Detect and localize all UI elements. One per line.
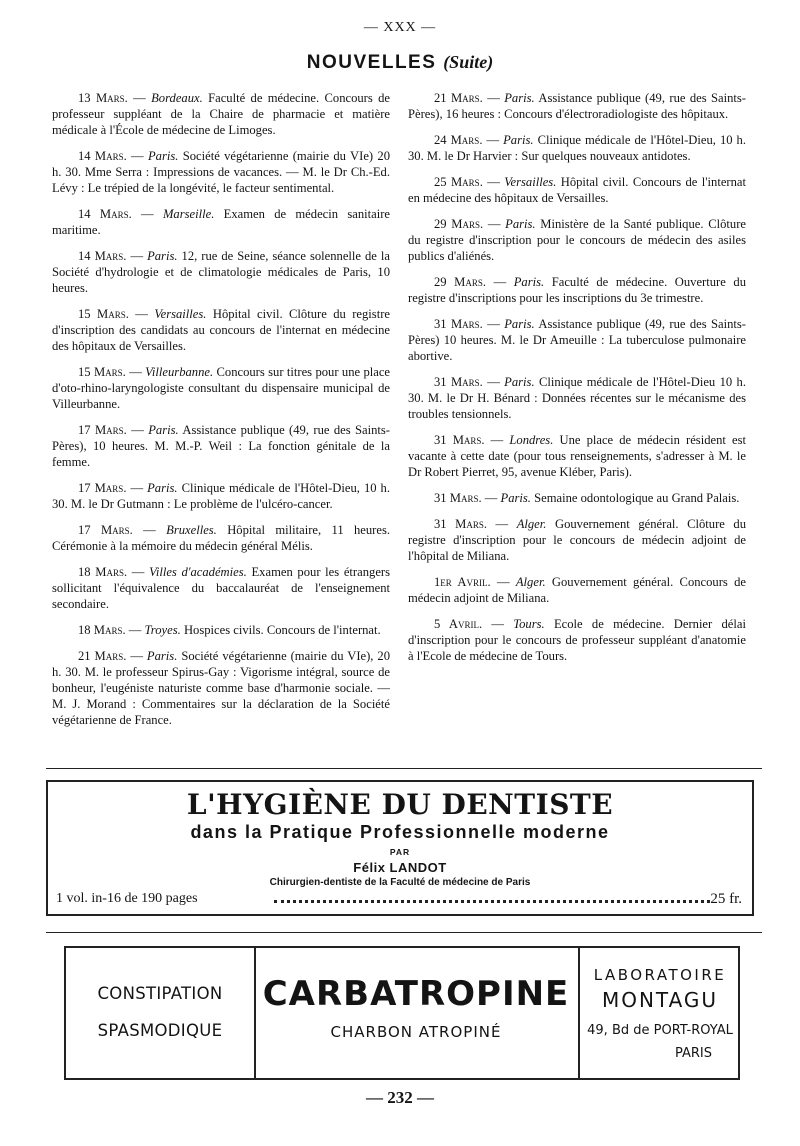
news-text: Faculté de médecine. Ouverture du registre d'inscriptions pour les inscriptions du 3e trimestre. bbox=[408, 275, 746, 305]
news-item: 17 Mars. — Paris. Clinique médicale de l'Hôtel-Dieu, 10 h. 30. M. le Dr Gutmann : Le problème de l'ulcéro-cancer. bbox=[52, 481, 390, 511]
news-text: Société végétarienne (mairie du VIe) 20 h. 30. Mme Serra : Impressions de vacances. — M. le Dr Ch.-Ed. Lévy : Le trépied de la longévité, le facteur sentimental. bbox=[52, 149, 391, 195]
news-city: Paris. bbox=[148, 423, 179, 437]
news-city: Marseille. bbox=[162, 207, 215, 221]
news-city: Paris. bbox=[147, 149, 179, 163]
news-city: Villeurbanne. bbox=[145, 365, 214, 379]
news-text: Clinique médicale de l'Hôtel-Dieu, 10 h. 30. M. le Dr Harvier : Sur quelques nouveaux antidotes. bbox=[408, 133, 746, 163]
book-affiliation: Chirurgien-dentiste de la Faculté de médecine de Paris bbox=[269, 877, 531, 888]
news-text: Assistance publique (49, rue des Saints-Pères), 16 heures : Concours d'électroradiologiste des hôpitaux. bbox=[408, 91, 746, 121]
news-date: 17 Mars. bbox=[78, 423, 127, 437]
lab-name-line-1: LABORATOIRE bbox=[593, 966, 727, 984]
news-item: 24 Mars. — Paris. Clinique médicale de l'Hôtel-Dieu, 10 h. 30. M. le Dr Harvier : Sur quelques nouveaux antidotes. bbox=[408, 133, 746, 163]
news-item: 29 Mars. — Paris. Faculté de médecine. Ouverture du registre d'inscriptions pour les inscriptions du 3e trimestre. bbox=[408, 275, 746, 305]
book-volume: 1 vol. in-16 de 190 pages bbox=[56, 891, 198, 906]
news-date: 21 Mars. bbox=[78, 649, 127, 663]
drug-brand: CARBATROPINE bbox=[262, 974, 570, 1014]
section-title-suite: (Suite) bbox=[443, 52, 494, 72]
news-city: Paris. bbox=[503, 133, 534, 147]
news-item: 25 Mars. — Versailles. Hôpital civil. Concours de l'internat en médecine des hôpitaux de Versailles. bbox=[408, 175, 746, 205]
news-text: Assistance publique (49, rue des Saints-Pères) 10 heures. M. le Dr Ameuille : La tuberculose pulmonaire abortive. bbox=[408, 317, 746, 363]
divider-rule bbox=[46, 932, 762, 933]
news-city: Tours. bbox=[513, 617, 545, 631]
news-date: 15 Mars. bbox=[78, 307, 129, 321]
news-city: Versailles. bbox=[154, 307, 207, 321]
news-city: Versailles. bbox=[504, 175, 557, 189]
indication-line-1: CONSTIPATION bbox=[97, 984, 223, 1003]
news-item: 14 Mars. — Paris. Société végétarienne (mairie du VIe) 20 h. 30. Mme Serra : Impressions de vacances. — M. le Dr Ch.-Ed. Lévy : Le trépied de la longévité, le facteur sentimental. bbox=[52, 149, 391, 195]
news-city: Paris. bbox=[147, 249, 178, 263]
news-item: 13 Mars. — Bordeaux. Faculté de médecine. Concours de professeur suppléant de la Chaire de pharmacie et matière médicale à l'École de médecine de Limoges. bbox=[52, 91, 391, 137]
news-city: Bruxelles. bbox=[166, 523, 217, 537]
news-date: 21 Mars. bbox=[434, 91, 483, 105]
book-par: PAR bbox=[389, 847, 411, 857]
news-city: Paris. bbox=[504, 317, 535, 331]
news-city: Londres. bbox=[509, 433, 554, 447]
news-text: 12, rue de Seine, séance solennelle de la Société d'hydrologie et de climatologie médicales de Paris, 10 heures. bbox=[52, 249, 390, 295]
news-item: 17 Mars. — Paris. Assistance publique (49, rue des Saints-Pères), 10 heures. M. M.-P. Weil : La fonction génitale de la femme. bbox=[52, 423, 390, 469]
news-item: 29 Mars. — Paris. Ministère de la Santé publique. Clôture du registre d'inscription pour le concours de médecin des asiles publics d'aliénés. bbox=[408, 217, 746, 263]
news-item: 15 Mars. — Villeurbanne. Concours sur titres pour une place d'oto-rhino-laryngologiste consultant du dispensaire municipal de Villeurbanne. bbox=[52, 365, 391, 411]
news-text: Examen pour les étrangers sollicitant l'équivalence du baccalauréat de l'enseignement secondaire. bbox=[52, 565, 390, 611]
news-text: Faculté de médecine. Concours de professeur suppléant de la Chaire de pharmacie et matière médicale à l'École de médecine de Limoges. bbox=[52, 91, 391, 137]
news-text: Clinique médicale de l'Hôtel-Dieu, 10 h. 30. M. le Dr Gutmann : Le problème de l'ulcéro-cancer. bbox=[52, 481, 390, 511]
news-date: 31 Mars. bbox=[434, 491, 482, 505]
news-item: 31 Mars. — Paris. Assistance publique (49, rue des Saints-Pères) 10 heures. M. le Dr Ameuille : La tuberculose pulmonaire abortive. bbox=[408, 317, 746, 363]
news-item: 5 Avril. — Tours. Ecole de médecine. Dernier délai d'inscription pour le concours de professeur suppléant d'anatomie à l'Ecole de médecine de Tours. bbox=[408, 617, 746, 663]
news-item: 14 Mars. — Marseille. Examen de médecin sanitaire maritime. bbox=[52, 207, 390, 237]
news-city: Troyes. bbox=[144, 623, 181, 637]
news-item: 21 Mars. — Paris. Société végétarienne (mairie du VIe), 20 h. 30. M. le professeur Spirus-Gay : Vigorisme intégral, source de bonheur, l'eugéniste naturiste comme base d'harmonie sociale. — M. J. Morand : Commentaires sur la déclaration de la Société végétarienne de France. bbox=[52, 649, 390, 727]
news-city: Paris. bbox=[146, 649, 178, 663]
book-title: L'HYGIÈNE DU DENTISTE bbox=[186, 788, 614, 821]
lab-address: 49, Bd de PORT-ROYAL bbox=[587, 1023, 733, 1038]
news-date: 18 Mars. bbox=[78, 565, 128, 579]
news-text: Hôpital civil. Concours de l'internat en médecine des hôpitaux de Versailles. bbox=[408, 175, 746, 205]
news-date: 15 Mars. bbox=[78, 365, 126, 379]
news-item: 18 Mars. — Troyes. Hospices civils. Concours de l'internat. bbox=[78, 623, 381, 637]
news-date: 31 Mars. bbox=[434, 317, 483, 331]
book-advertisement bbox=[46, 780, 754, 916]
drug-subtitle: CHARBON ATROPINÉ bbox=[330, 1023, 502, 1041]
lab-city: PARIS bbox=[674, 1046, 712, 1061]
news-city: Alger. bbox=[516, 517, 547, 531]
leader-dots bbox=[274, 893, 710, 903]
book-price: 25 fr. bbox=[710, 891, 742, 907]
news-text: Semaine odontologique au Grand Palais. bbox=[534, 491, 740, 505]
news-city: Paris. bbox=[513, 275, 545, 289]
news-column-right bbox=[408, 90, 746, 674]
news-item: 15 Mars. — Versailles. Hôpital civil. Clôture du registre d'inscription des candidats au concours de l'internat en médecine des hôpitaux de Versailles. bbox=[52, 307, 390, 353]
news-item: 17 Mars. — Bruxelles. Hôpital militaire, 11 heures. Cérémonie à la mémoire du médecin général Mélis. bbox=[52, 523, 390, 553]
news-item: 1er Avril. — Alger. Gouvernement général. Concours de médecin adjoint de Miliana. bbox=[408, 575, 747, 605]
news-item: 31 Mars. — Londres. Une place de médecin résident est vacante à cette date (pour tous renseignements, s'adresser à M. le Dr Robert Pierret, 95, avenue Kléber, Paris). bbox=[408, 433, 746, 479]
news-date: 13 Mars. bbox=[78, 91, 128, 105]
news-date: 14 Mars. bbox=[78, 207, 132, 221]
news-text: Gouvernement général. Clôture du registre d'inscription pour le concours de médecin adjoint de l'hôpital de Miliana. bbox=[408, 517, 747, 563]
news-text: Examen de médecin sanitaire maritime. bbox=[52, 207, 390, 237]
divider-rule bbox=[46, 768, 762, 769]
news-date: 5 Avril. bbox=[434, 617, 483, 631]
news-date: 29 Mars. bbox=[434, 217, 484, 231]
section-title-text: NOUVELLES bbox=[306, 52, 437, 73]
news-city: Bordeaux. bbox=[151, 91, 203, 105]
news-city: Alger. bbox=[515, 575, 546, 589]
section-title bbox=[0, 52, 800, 74]
news-city: Paris. bbox=[500, 491, 531, 505]
news-city: Paris. bbox=[504, 91, 535, 105]
news-item: 31 Mars. — Paris. Clinique médicale de l'Hôtel-Dieu 10 h. 30. M. le Dr H. Bénard : Données récentes sur le mécanisme des troubles tensionnels. bbox=[408, 375, 746, 421]
news-text: Assistance publique (49, rue des Saints-Pères), 10 heures. M. M.-P. Weil : La fonction génitale de la femme. bbox=[52, 423, 390, 469]
news-text: Clinique médicale de l'Hôtel-Dieu 10 h. 30. M. le Dr H. Bénard : Données récentes sur le mécanisme des troubles tensionnels. bbox=[408, 375, 746, 421]
page-header: — XXX — bbox=[363, 20, 437, 35]
news-date: 17 Mars. bbox=[78, 481, 127, 495]
news-date: 31 Mars. bbox=[434, 433, 485, 447]
news-city: Paris. bbox=[505, 217, 536, 231]
news-item: 21 Mars. — Paris. Assistance publique (49, rue des Saints-Pères), 16 heures : Concours d'électroradiologiste des hôpitaux. bbox=[408, 91, 746, 121]
news-text: Hôpital civil. Clôture du registre d'inscription des candidats au concours de l'internat en médecine des hôpitaux de Versailles. bbox=[52, 307, 390, 353]
news-city: Paris. bbox=[147, 481, 178, 495]
news-text: Hôpital militaire, 11 heures. Cérémonie à la mémoire du médecin général Mélis. bbox=[52, 523, 390, 553]
news-item: 14 Mars. — Paris. 12, rue de Seine, séance solennelle de la Société d'hydrologie et de climatologie médicales de Paris, 10 heures. bbox=[52, 249, 390, 295]
news-date: 17 Mars. bbox=[78, 523, 133, 537]
news-column-left bbox=[52, 90, 390, 738]
news-city: Paris. bbox=[504, 375, 535, 389]
news-item: 18 Mars. — Villes d'académies. Examen pour les étrangers sollicitant l'équivalence du baccalauréat de l'enseignement secondaire. bbox=[52, 565, 390, 611]
news-date: 24 Mars. bbox=[434, 133, 483, 147]
news-item: 31 Mars. — Alger. Gouvernement général. Clôture du registre d'inscription pour le concours de médecin adjoint de l'hôpital de Miliana. bbox=[408, 517, 747, 563]
news-text: Concours sur titres pour une place d'oto-rhino-laryngologiste consultant du dispensaire municipal de Villeurbanne. bbox=[52, 365, 391, 411]
news-text: Gouvernement général. Concours de médecin adjoint de Miliana. bbox=[408, 575, 747, 605]
news-text: Ecole de médecine. Dernier délai d'inscription pour le concours de professeur suppléant d'anatomie à l'Ecole de médecine de Tours. bbox=[408, 617, 746, 663]
indication-line-2: SPASMODIQUE bbox=[97, 1021, 223, 1040]
news-date: 1er Avril. bbox=[434, 575, 491, 589]
news-date: 31 Mars. bbox=[434, 375, 483, 389]
news-city: Villes d'académies. bbox=[149, 565, 247, 579]
news-text: Une place de médecin résident est vacante à cette date (pour tous renseignements, s'adresser à M. le Dr Robert Pierret, 95, avenue Kléber, Paris). bbox=[408, 433, 746, 479]
news-item: 31 Mars. — Paris. Semaine odontologique au Grand Palais. bbox=[434, 491, 740, 505]
news-date: 29 Mars. bbox=[434, 275, 487, 289]
news-text: Société végétarienne (mairie du VIe), 20 h. 30. M. le professeur Spirus-Gay : Vigorisme intégral, source de bonheur, l'eugéniste naturiste comme base d'harmonie sociale. — M. J. Morand : Commentaires sur la déclaration de la Société végétarienne de France. bbox=[52, 649, 390, 727]
news-date: 14 Mars. bbox=[78, 149, 127, 163]
news-date: 31 Mars. bbox=[434, 517, 487, 531]
news-date: 14 Mars. bbox=[78, 249, 127, 263]
news-date: 25 Mars. bbox=[434, 175, 483, 189]
book-author: Félix LANDOT bbox=[353, 860, 447, 875]
drug-advertisement bbox=[64, 946, 740, 1080]
news-text: Hospices civils. Concours de l'internat. bbox=[183, 623, 381, 637]
news-text: Ministère de la Santé publique. Clôture du registre d'inscription pour le concours de médecin des asiles publics d'aliénés. bbox=[408, 217, 746, 263]
lab-name-line-2: MONTAGU bbox=[601, 988, 719, 1012]
news-date: 18 Mars. bbox=[78, 623, 126, 637]
book-subtitle: dans la Pratique Professionnelle moderne bbox=[190, 822, 610, 842]
page-number: — 232 — bbox=[366, 1088, 434, 1107]
